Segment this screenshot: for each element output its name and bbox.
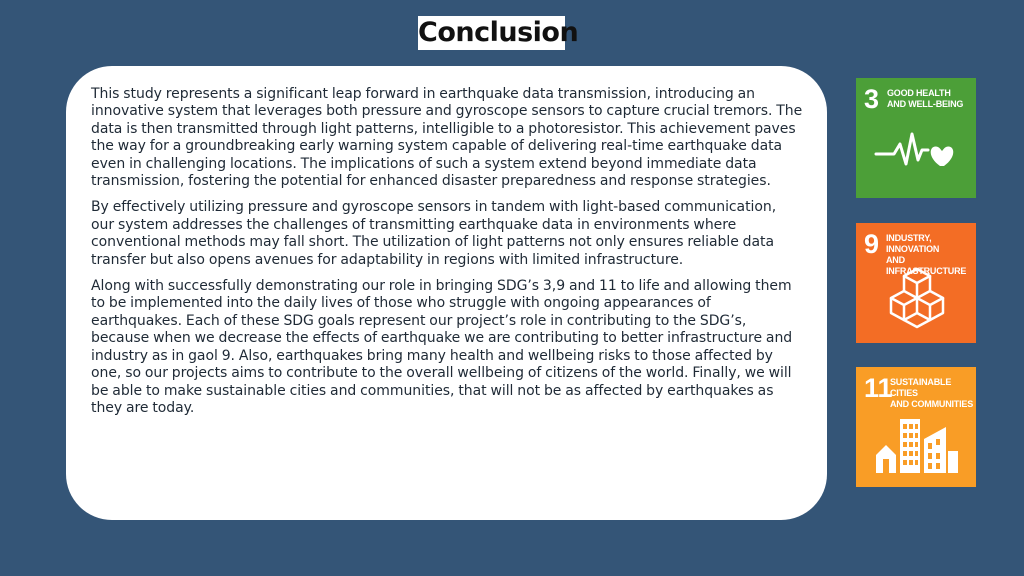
sdg-3-tile [856,78,976,198]
sdg-3-number: 3 [864,84,880,114]
sdg-9-number: 9 [864,229,880,259]
paragraph-2: By effectively utilizing pressure and gyroscope sensors in tandem with light-based communication, our system addresses the challenges of transmitting earthquake data in environments where conventional methods may fall short. The utilization of light patterns not only ensures reliable data transfer but also opens avenues for adaptability in regions with limited infrastructure. [91,199,777,268]
sdg-11-number: 11 [864,373,893,403]
paragraph-3: Along with successfully demonstrating our role in bringing SDG’s 3,9 and 11 to life and allowing them to be implemented into the daily lives of those who struggle with ongoing appearances of earthquakes. Each of these SDG goals represent our project’s role in contributing to the SDG’s, because when we decrease the effects of earthquake we are contributing to better infrastructure and industry as in gaol 9. Also, earthquakes bring many health and wellbeing risks to those affected by one, so our projects aims to contribute to the overall wellbeing of citizens of the world. Finally, we will be able to make sustainable cities and communities, that will not be as affected by earthquakes as they are today. [91,278,793,416]
sdg-9-tile [856,223,976,343]
heartbeat-icon [874,120,960,174]
sdg-11-tile [856,367,976,487]
slide-title: Conclusion [418,17,579,48]
paragraph-1: This study represents a significant leap forward in earthquake data transmission, introducing an innovative system that leverages both pressure and gyroscope sensors to capture crucial tremors. The data is then transmitted through light patterns, intelligible to a photoresistor. This achievement paves the way for a groundbreaking early warning system capable of delivering real-time earthquake data even in challenging locations. The implications of such a system extend beyond immediate data transmission, fostering the potential for enhanced disaster preparedness and response strategies. [91,86,803,190]
conclusion-text-card [66,66,827,520]
sdg-3-label: GOOD HEALTH AND WELL-BEING [887,88,964,109]
sdg-11-label: SUSTAINABLE CITIES AND COMMUNITIES [890,377,973,409]
city-icon [874,411,962,475]
sdg-9-label: INDUSTRY, INNOVATION AND INFRASTRUCTURE [886,233,967,276]
cubes-icon [884,267,950,331]
